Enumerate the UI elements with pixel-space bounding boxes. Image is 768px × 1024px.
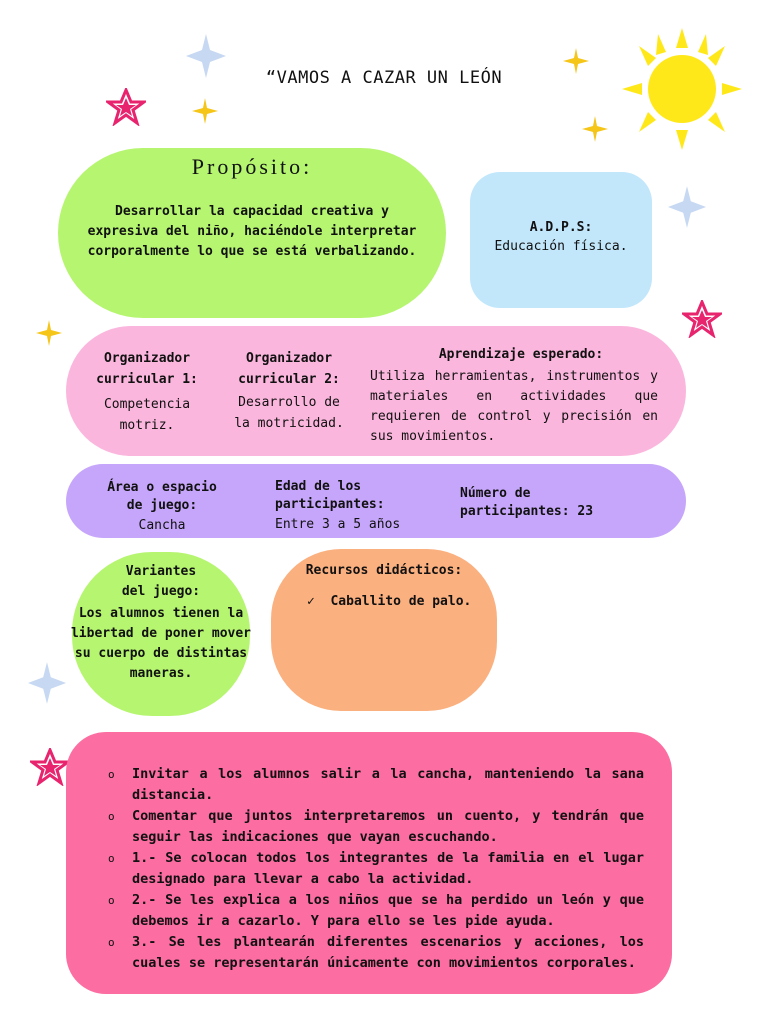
star-icon — [30, 748, 70, 786]
proposito-card — [58, 148, 446, 318]
page-title: “VAMOS A CAZAR UN LEÓN — [265, 68, 503, 88]
star-icon — [682, 300, 722, 338]
organizador-2-label-line: curricular 2: — [238, 372, 340, 387]
espacio-label — [98, 479, 226, 515]
list-item — [108, 932, 644, 974]
organizador-1-value-line: Competencia — [103, 397, 191, 412]
star-icon — [192, 98, 218, 124]
recursos-item-label: Caballito de palo. — [330, 594, 472, 609]
proposito-text: Desarrollar la capacidad creativa y expresiva del niño, haciéndole interpretar corporalmente lo que se está verbalizando. — [87, 204, 417, 259]
list-item-text: Invitar a los alumnos salir a la cancha, manteniendo la sana distancia. — [132, 766, 644, 803]
list-item — [108, 764, 644, 806]
variantes-label — [72, 562, 250, 602]
espacio-label-line: de juego: — [126, 498, 198, 513]
adps-value: Educación física. — [494, 239, 628, 254]
proposito-heading: Propósito: — [191, 154, 313, 179]
list-item — [108, 848, 644, 890]
organizador-card — [66, 326, 686, 456]
edad-label-line: Edad de los — [275, 479, 362, 494]
list-item-text: 1.- Se colocan todos los integrantes de la familia en el lugar designado para llevar a cabo la actividad. — [132, 850, 644, 887]
edad-label — [275, 478, 425, 514]
organizador-1-label-line: Organizador — [103, 351, 191, 366]
espacio-label-line: Área o espacio — [107, 480, 217, 495]
list-item-text: 3.- Se les plantearán diferentes escenarios y acciones, los cuales se representarán únicamente con movimientos corporales. — [132, 934, 644, 971]
activities-list — [108, 764, 644, 974]
sparkle-icon — [28, 662, 66, 704]
numero-value: 23 — [577, 504, 594, 519]
recursos-item — [307, 594, 471, 609]
numero-label-line: participantes: — [460, 504, 570, 519]
organizador-2-label-line: Organizador — [245, 351, 333, 366]
checkmark-icon: ✓ — [307, 594, 315, 609]
list-item — [108, 806, 644, 848]
numero-label — [460, 485, 660, 521]
organizador-2-value-line: Desarrollo de — [238, 395, 340, 410]
organizador-1-label — [94, 348, 200, 390]
organizador-2-value — [226, 392, 352, 434]
circle-bullet-icon: o — [108, 894, 115, 907]
variantes-text: Los alumnos tienen la libertad de poner mover su cuerpo de distintas maneras. — [70, 606, 251, 681]
organizador-2-label — [230, 348, 348, 390]
circle-bullet-icon: o — [108, 768, 115, 781]
adps-card — [470, 172, 652, 308]
circle-bullet-icon: o — [108, 852, 115, 865]
edad-value: Entre 3 a 5 años — [275, 517, 401, 532]
recursos-card — [271, 549, 497, 711]
sparkle-icon — [668, 186, 706, 228]
area-card — [66, 464, 686, 538]
adps-label: A.D.P.S: — [529, 220, 593, 235]
list-item-text: Comentar que juntos interpretaremos un cuento, y tendrán que seguir las indicaciones que vayan escuchando. — [132, 808, 644, 845]
variantes-label-line: del juego: — [121, 584, 201, 599]
circle-bullet-icon: o — [108, 810, 115, 823]
organizador-1-value — [94, 394, 200, 436]
sun-icon — [618, 26, 746, 154]
list-item — [108, 890, 644, 932]
circle-bullet-icon: o — [108, 936, 115, 949]
activities-card — [66, 732, 672, 994]
star-icon — [106, 88, 146, 126]
aprendizaje-text: Utiliza herramientas, instrumentos y materiales en actividades que requieren de control y precisión en sus movimientos. — [370, 369, 658, 444]
aprendizaje-label: Aprendizaje esperado: — [438, 347, 604, 362]
organizador-2-value-line: la motricidad. — [234, 416, 344, 431]
recursos-label: Recursos didácticos: — [305, 563, 463, 578]
espacio-value: Cancha — [138, 518, 186, 533]
star-icon — [36, 320, 62, 346]
star-icon — [582, 116, 608, 142]
variantes-label-line: Variantes — [125, 564, 197, 579]
numero-label-line: Número de — [460, 486, 531, 501]
organizador-1-label-line: curricular 1: — [96, 372, 198, 387]
list-item-text: 2.- Se les explica a los niños que se ha perdido un león y que debemos ir a cazarlo. Y para ello se les pide ayuda. — [132, 892, 644, 929]
variantes-card — [72, 552, 250, 716]
organizador-1-value-line: motriz. — [119, 418, 175, 433]
edad-label-line: participantes: — [275, 497, 385, 512]
